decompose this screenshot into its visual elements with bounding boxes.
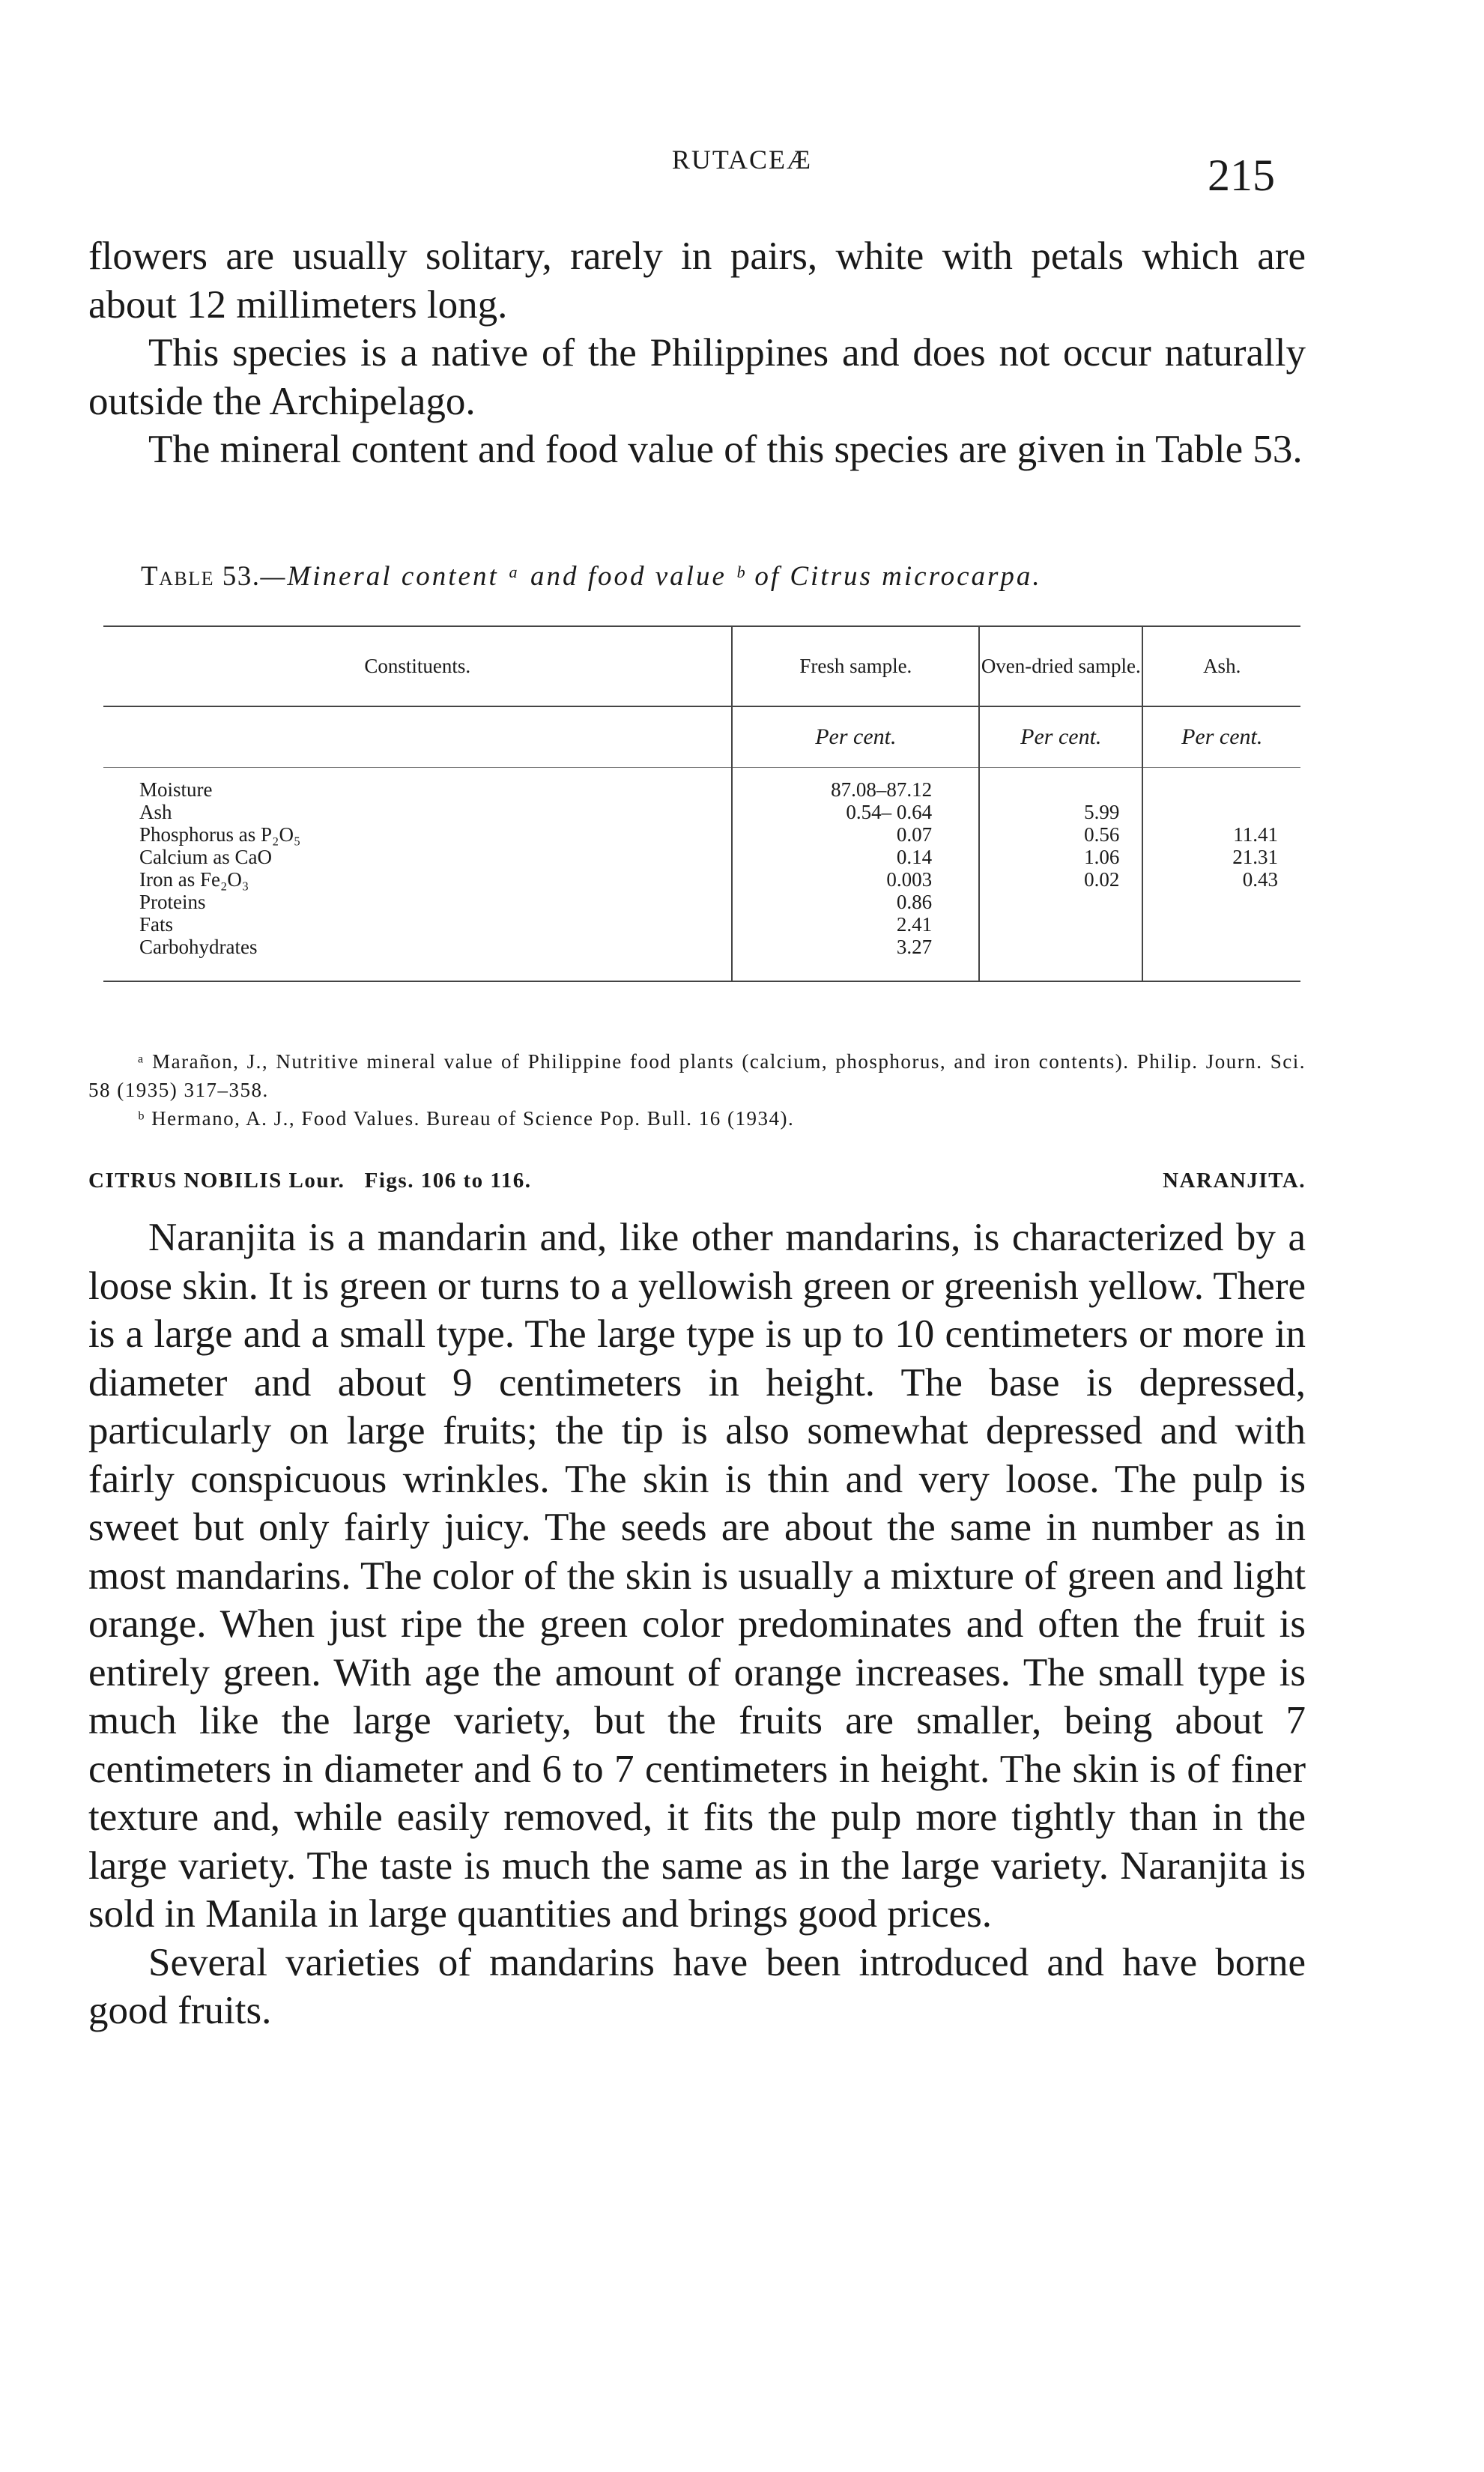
cell: 0.43 <box>1142 868 1300 891</box>
figure-reference: Figs. 106 to 116. <box>364 1169 532 1193</box>
cell: 87.08–87.12 <box>732 768 979 802</box>
species-name: CITRUS NOBILIS Lour. <box>88 1169 345 1193</box>
footnote: ᵃ Marañon, J., Nutritive mineral value of Philippine food plants (calcium, phosphorus, and iron contents). Philip. Journ. Sci. 58 (1935) 317–358. <box>88 1050 1306 1101</box>
table-row <box>103 891 1300 913</box>
cell: 3.27 <box>732 936 979 981</box>
cell: 0.02 <box>979 868 1142 891</box>
table-row <box>103 823 1300 846</box>
paragraph: Several varieties of mandarins have been introduced and have borne good fruits. <box>88 1940 1306 2032</box>
table-caption-label: Table 53. <box>141 561 261 592</box>
cell: 5.99 <box>979 801 1142 823</box>
running-header-title: RUTACEÆ <box>671 145 813 175</box>
table-row <box>103 936 1300 981</box>
row-label: Ash <box>139 801 172 823</box>
unit-cell <box>103 706 732 768</box>
table-row <box>103 846 1300 868</box>
table-row <box>103 801 1300 823</box>
unit-cell: Per cent. <box>1142 706 1300 768</box>
cell <box>979 913 1142 936</box>
cell <box>979 891 1142 913</box>
row-label: Calcium as CaO <box>139 846 272 868</box>
row-label: Fats <box>139 913 174 936</box>
table-header-row <box>103 626 1300 706</box>
unit-cell: Per cent. <box>732 706 979 768</box>
cell: 1.06 <box>979 846 1142 868</box>
table-caption-title: —Mineral content ᵃ and food value ᵇ of Citrus microcarpa. <box>260 561 1042 592</box>
column-header: Oven-dried sample. <box>979 626 1142 706</box>
unit-cell: Per cent. <box>979 706 1142 768</box>
cell: 11.41 <box>1142 823 1300 846</box>
cell <box>1142 936 1300 981</box>
paragraph: The mineral content and food value of this species are given in Table 53. <box>148 428 1303 471</box>
cell: 0.86 <box>732 891 979 913</box>
row-label: Iron as Fe₂O₃ <box>139 868 249 891</box>
cell: 0.54– 0.64 <box>732 801 979 823</box>
cell: 0.07 <box>732 823 979 846</box>
common-name: NARANJITA. <box>1163 1169 1306 1193</box>
footnote: ᵇ Hermano, A. J., Food Values. Bureau of Science Pop. Bull. 16 (1934). <box>138 1107 795 1130</box>
row-label: Moisture <box>139 778 213 801</box>
cell: 0.56 <box>979 823 1142 846</box>
main-text <box>88 1214 1306 2035</box>
cell: 0.14 <box>732 846 979 868</box>
table-row <box>103 768 1300 802</box>
table-footnotes <box>88 1047 1306 1133</box>
row-label: Proteins <box>139 891 206 913</box>
column-header: Fresh sample. <box>732 626 979 706</box>
cell <box>979 768 1142 802</box>
species-heading <box>88 1169 1306 1193</box>
column-header: Ash. <box>1142 626 1300 706</box>
cell <box>1142 768 1300 802</box>
page-number: 215 <box>1208 151 1275 200</box>
row-label: Phosphorus as P₂O₅ <box>139 823 301 846</box>
cell <box>979 936 1142 981</box>
cell <box>1142 801 1300 823</box>
paragraph: Naranjita is a mandarin and, like other mandarins, is characterized by a loose skin. It is green or turns to a yellowish green or greenish yellow. There is a large and a small type. The large type is up to 10 centimeters or more in diameter and about 9 centimeters in height. The base is depressed, particularly on large fruits; the tip is also somewhat depressed and with fairly conspicuous wrinkles. The skin is thin and very loose. The pulp is sweet but only fairly juicy. The seeds are about the same in number as in most mandarins. The color of the skin is usually a mixture of green and light orange. When just ripe the green color predominates and often the fruit is entirely green. With age the amount of orange increases. The small type is much like the large variety, but the fruits are smaller, being about 7 centimeters in diameter and 6 to 7 centimeters in height. The skin is of finer texture and, while easily removed, it fits the pulp more tightly than in the large variety. The taste is much the same as in the large variety. Naranjita is sold in Manila in large quantities and brings good prices. <box>88 1216 1306 1936</box>
cell <box>1142 891 1300 913</box>
cell: 0.003 <box>732 868 979 891</box>
cell: 2.41 <box>732 913 979 936</box>
table-caption <box>141 560 1294 593</box>
table-row <box>103 868 1300 891</box>
cell: 21.31 <box>1142 846 1300 868</box>
intro-text <box>88 232 1306 474</box>
row-label: Carbohydrates <box>103 936 732 981</box>
table-row <box>103 913 1300 936</box>
paragraph: This species is a native of the Philippines and does not occur naturally outside the Archipelago. <box>88 331 1306 423</box>
column-header: Constituents. <box>103 626 732 706</box>
paragraph: flowers are usually solitary, rarely in pairs, white with petals which are about 12 millimeters long. <box>88 234 1306 327</box>
table-units-row <box>103 706 1300 768</box>
mineral-content-table <box>103 625 1300 982</box>
cell <box>1142 913 1300 936</box>
